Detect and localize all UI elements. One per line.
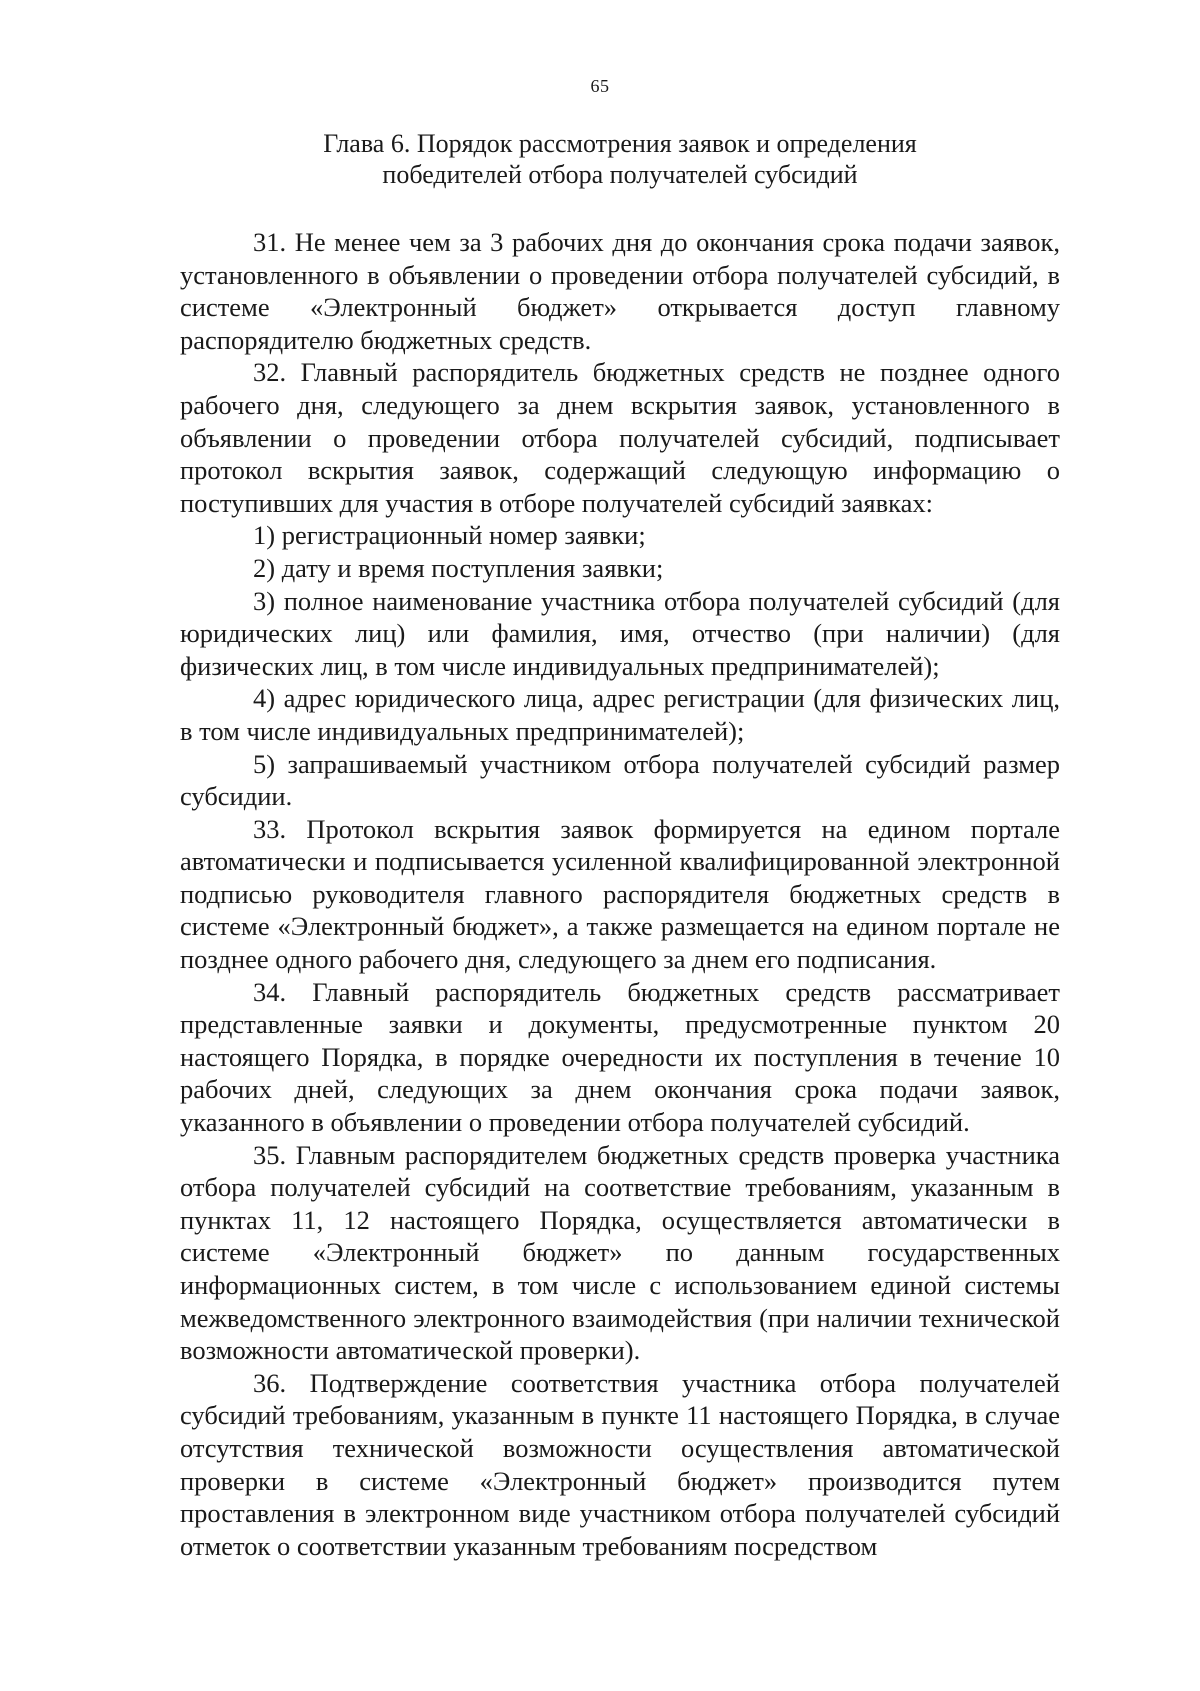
list-item-3: 3) полное наименование участника отбора получателей субсидий (для юридических лиц) или фамилия, имя, отчество (при наличии) (для физических лиц, в том числе индивидуальных предпринимателей); — [180, 585, 1060, 681]
paragraph-32: 32. Главный распорядитель бюджетных средств не позднее одного рабочего дня, следующего за днем вскрытия заявок, установленного в объявлении о проведении отбора получателей субсидий, подписывает протокол вскрытия заявок, содержащий следующую информацию о поступивших для участия в отборе получателей субсидий заявках: — [180, 357, 1060, 518]
list-item-4: 4) адрес юридического лица, адрес регистрации (для физических лиц, в том числе индивидуальных предпринимателей); — [180, 683, 1060, 746]
paragraph-35: 35. Главным распорядителем бюджетных средств проверка участника отбора получателей субсидий на соответствие требованиям, указанным в пунктах 11, 12 настоящего Порядка, осуществляется автоматически в системе «Электронный бюджет» по данным государственных информационных систем, в том числе с использованием единой системы межведомственного электронного взаимодействия (при наличии технической возможности автоматической проверки). — [180, 1139, 1060, 1366]
paragraph-36: 36. Подтверждение соответствия участника отбора получателей субсидий требованиям, указанным в пункте 11 настоящего Порядка, в случае отсутствия технической возможности осуществления автоматической проверки в системе «Электронный бюджет» производится путем проставления в электронном виде участником отбора получателей субсидий отметок о соответствии указанным требованиям посредством — [180, 1367, 1060, 1561]
paragraph-34: 34. Главный распорядитель бюджетных средств рассматривает представленные заявки и документы, предусмотренные пунктом 20 настоящего Порядка, в порядке очередности их поступления в течение 10 рабочих дней, следующих за днем окончания срока подачи заявок, указанного в объявлении о проведении отбора получателей субсидий. — [180, 976, 1060, 1138]
chapter-title — [180, 128, 1060, 190]
paragraph-31: 31. Не менее чем за 3 рабочих дня до окончания срока подачи заявок, установленного в объявлении о проведении отбора получателей субсидий, в системе «Электронный бюджет» открывается доступ главному распорядителю бюджетных средств. — [180, 227, 1060, 355]
chapter-title-line-2: победителей отбора получателей субсидий — [382, 160, 858, 189]
document-body — [180, 226, 1060, 1562]
list-item-5: 5) запрашиваемый участником отбора получателей субсидий размер субсидии. — [180, 748, 1060, 812]
page-number: 65 — [590, 76, 610, 96]
list-item-2: 2) дату и время поступления заявки; — [253, 552, 664, 583]
chapter-title-line-1: Глава 6. Порядок рассмотрения заявок и определения — [323, 129, 917, 158]
list-item-1: 1) регистрационный номер заявки; — [253, 520, 646, 551]
paragraph-33: 33. Протокол вскрытия заявок формируется на едином портале автоматически и подписывается усиленной квалифицированной электронной подписью руководителя главного распорядителя бюджетных средств в системе «Электронный бюджет», а также размещается на едином портале не позднее одного рабочего дня, следующего за днем его подписания. — [180, 813, 1060, 975]
